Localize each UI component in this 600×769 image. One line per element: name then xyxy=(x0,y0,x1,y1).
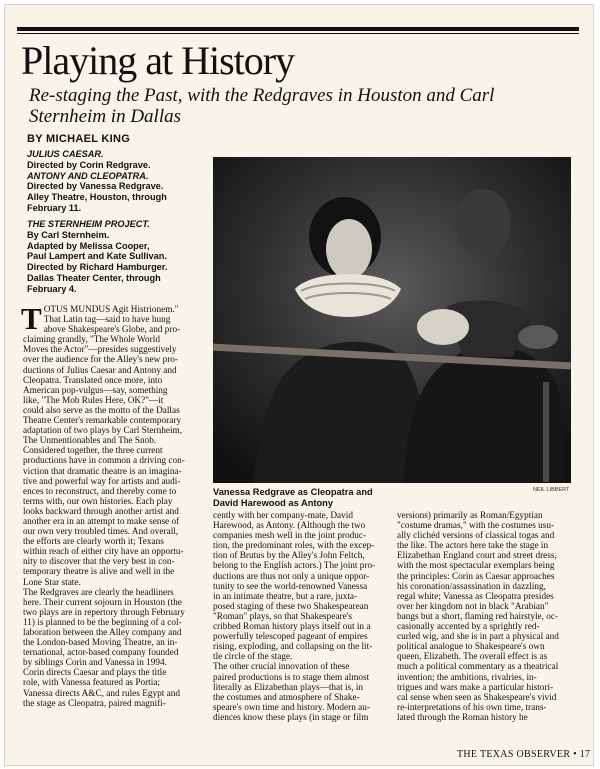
text-line: Theatre Center's remarkable contemporary xyxy=(23,416,182,427)
text-line: ally clichéd versions of classical togas and xyxy=(397,531,555,542)
drop-cap: T xyxy=(21,301,42,336)
text-line: ductions of Julius Caesar and Antony and xyxy=(23,365,177,376)
text-line: regal white; Vanessa as Cleopatra presides xyxy=(397,591,554,602)
text-line: companies mesh well in the joint produc- xyxy=(213,531,367,542)
caption-line: Vanessa Redgrave as Cleopatra and xyxy=(213,487,373,497)
text-line: in an intimate theatre, but a rare, juxta- xyxy=(213,591,358,602)
byline: BY MICHAEL KING xyxy=(27,133,131,145)
text-line: queen, Elizabeth. The overall effect is as xyxy=(397,652,548,663)
play-title: THE STERNHEIM PROJECT. xyxy=(27,219,150,229)
text-line: belong to the English actors.) The joint pro- xyxy=(213,561,376,572)
text-line: ternational, actor-based company founded xyxy=(23,648,179,659)
text-line: the stage as Cleopatra, paired magnifi- xyxy=(23,698,166,709)
text-line: ences to reconstruct, and thereby come to xyxy=(23,486,177,497)
text-line: American pop-vulgus—say, something xyxy=(23,385,168,396)
text-line: laboration between the Alley company and xyxy=(23,628,182,638)
text-line: ductions are thus not only a unique oppor- xyxy=(213,571,370,582)
info-line: Dallas Theater Center, through xyxy=(27,272,161,283)
info-line: Directed by Corin Redgrave. xyxy=(27,159,151,170)
text-line: our own very troubled times. And overall, xyxy=(23,527,179,538)
article-column-3 xyxy=(397,511,573,723)
text-line: another era in an attempt to make sense of xyxy=(23,516,180,527)
text-line: role, with Vanessa featured as Portia; xyxy=(23,678,160,689)
text-line: temporary theatre is alive and well in the xyxy=(23,567,175,578)
text-line: claiming grandly, "The Whole World xyxy=(23,335,160,346)
text-line: Cleopatra. Translated once more, into xyxy=(23,375,163,386)
text-line: terms with, our own histories. Each play xyxy=(23,496,173,507)
text-line: versions) primarily as Roman/Egyptian xyxy=(397,511,543,521)
info-line: February 11. xyxy=(27,202,82,213)
text-line: "Roman" plays, so that Shakespeare's xyxy=(213,611,352,622)
magazine-page xyxy=(4,4,594,766)
info-line: February 4. xyxy=(27,283,77,294)
text-line: the London-based Moving Theatre, an in- xyxy=(23,638,178,649)
text-line: looks backward through another artist and xyxy=(23,506,179,517)
text-line: tion, the predominant roles, with the excep- xyxy=(213,541,375,552)
text-line: his coronation/assassination in dazzling, xyxy=(397,581,546,592)
info-line: By Carl Sternheim. xyxy=(27,229,110,240)
text-line: literally as Elizabethan plays—that is, in xyxy=(213,682,364,693)
text-line: could also serve as the motto of the Dallas xyxy=(23,405,180,416)
play-title: JULIUS CAESAR. xyxy=(27,149,104,159)
text-line: over her kingdom not in black "Arabian" xyxy=(397,601,549,612)
text-line: "costume dramas," with the costumes usu- xyxy=(397,521,555,532)
text-line: diences know these plays (in stage or film xyxy=(213,712,369,723)
text-line: re-interpretations of his own time, trans- xyxy=(397,702,547,713)
top-rule xyxy=(17,27,579,31)
text-line: Lone Star state. xyxy=(23,577,81,588)
caption-line: David Harewood as Antony xyxy=(213,498,334,508)
text-line: invention; the ambitions, rivalries, in- xyxy=(397,672,537,683)
info-line: Paul Lampert and Kate Sullivan. xyxy=(27,251,167,262)
text-line: casionally accented by a sprightly red- xyxy=(397,622,540,633)
text-line: by siblings Corin and Vanessa in 1994. xyxy=(23,658,167,669)
text-line: the efforts are clearly worth it; Texans xyxy=(23,537,164,548)
text-line: The Unmentionables and The Snob. xyxy=(23,436,157,447)
text-line: Vanessa directs A&C, and rules Egypt and xyxy=(23,688,180,699)
text-line: Elizabethan England court and street dress, xyxy=(397,551,557,562)
page-footer: THE TEXAS OBSERVER • 17 xyxy=(457,749,591,760)
text-line: productions have in common a driving con- xyxy=(23,456,185,467)
text-line: like, "The Mob Rules Here, OK?"—it xyxy=(23,395,164,406)
article-subtitle: Re-staging the Past, with the Redgraves in Houston and Carl Sternheim in Dallas xyxy=(29,85,495,127)
text-line: powerfully telescoped pageant of empires xyxy=(213,632,368,643)
info-line: Directed by Richard Hamburger. xyxy=(27,262,168,273)
text-line: nity to discover that the very best in con- xyxy=(23,557,175,568)
text-line: trigues and wars make a particular histori- xyxy=(397,682,554,693)
text-line: the costumes and atmosphere of Shake- xyxy=(213,692,360,703)
text-line: The Redgraves are clearly the headliners xyxy=(23,587,174,598)
photo-illustration xyxy=(213,157,571,483)
text-line: tle circle of the stage. xyxy=(213,652,293,663)
article-column-2 xyxy=(213,511,389,723)
photo-caption xyxy=(213,487,463,509)
photo-credit: NEIL LIBBERT xyxy=(533,487,570,493)
text-line: Considered together, the three current xyxy=(23,446,163,457)
text-line: Harewood, as Antony. (Although the two xyxy=(213,521,366,532)
text-line: 11) is planned to be the beginning of a col- xyxy=(23,617,182,628)
text-line: speare's own time and history. Modern au- xyxy=(213,702,370,713)
text-line: Corin directs Caesar and plays the title xyxy=(23,668,167,679)
text-line: the like. The actors here take the stage in xyxy=(397,541,549,552)
text-line: bangs but a short, flaming red hairstyle, oc- xyxy=(397,611,559,622)
text-line: OTUS MUNDUS Agit Histrionem." xyxy=(43,305,179,315)
text-line: cently with her company-mate, David xyxy=(213,511,353,521)
info-line: Directed by Vanessa Redgrave. xyxy=(27,181,164,192)
production-info-alley xyxy=(27,149,202,214)
text-line: tunity to see the world-renowned Vanessa xyxy=(213,581,368,592)
text-line: cal sense when seen as Shakespeare's vivid xyxy=(397,692,557,703)
text-line: lated through the Roman history he xyxy=(397,712,528,723)
play-title: ANTONY AND CLEOPATRA. xyxy=(27,170,149,181)
text-line: The other crucial innovation of these xyxy=(213,662,350,673)
text-line: curled wig, and she is in part a physical and xyxy=(397,632,559,643)
text-line: the principles: Corin as Caesar approaches xyxy=(397,571,555,582)
text-line: within reach of either city have an opportu- xyxy=(23,547,184,558)
text-line: That Latin tag—said to have hung xyxy=(43,315,171,326)
text-line: Moves the Actor"—presides suggestively xyxy=(23,345,177,356)
text-line: paired productions is to stage them almost xyxy=(213,672,370,683)
text-line: adaptation of two plays by Carl Sternheim, xyxy=(23,426,183,437)
text-line: cribbed Roman history plays itself out in a xyxy=(213,622,371,633)
text-line: posed staging of these two Shakespearean xyxy=(213,601,369,612)
info-line: Alley Theatre, Houston, through xyxy=(27,192,167,203)
text-line: tion of Brutus by the Alley's John Feltch, xyxy=(213,551,365,562)
text-line: rising, exploding, and collapsing on the lit- xyxy=(213,642,373,653)
text-line: here. Their current sojourn in Houston (the xyxy=(23,597,182,608)
production-photo xyxy=(213,157,571,483)
text-line: political analogue to Shakespeare's own xyxy=(397,642,545,653)
article-title: Playing at History xyxy=(21,38,295,83)
text-line: much a political commentary as a theatrical xyxy=(397,662,559,673)
top-rule-thin xyxy=(17,33,579,34)
info-line: Adapted by Melissa Cooper, xyxy=(27,240,150,251)
text-line: over the audience for the Alley's new pro- xyxy=(23,355,179,366)
text-line: above Shakespeare's Globe, and pro- xyxy=(43,325,181,336)
article-column-1 xyxy=(21,301,201,709)
text-line: viction that dramatic theatre is an imagina- xyxy=(23,466,182,477)
text-line: with the most spectacular exemplars being xyxy=(397,561,555,572)
text-line: two plays are in repertory through February xyxy=(23,607,185,618)
text-line: tive and powerful way for artists and audi- xyxy=(23,476,181,487)
production-info-dallas xyxy=(27,219,202,295)
